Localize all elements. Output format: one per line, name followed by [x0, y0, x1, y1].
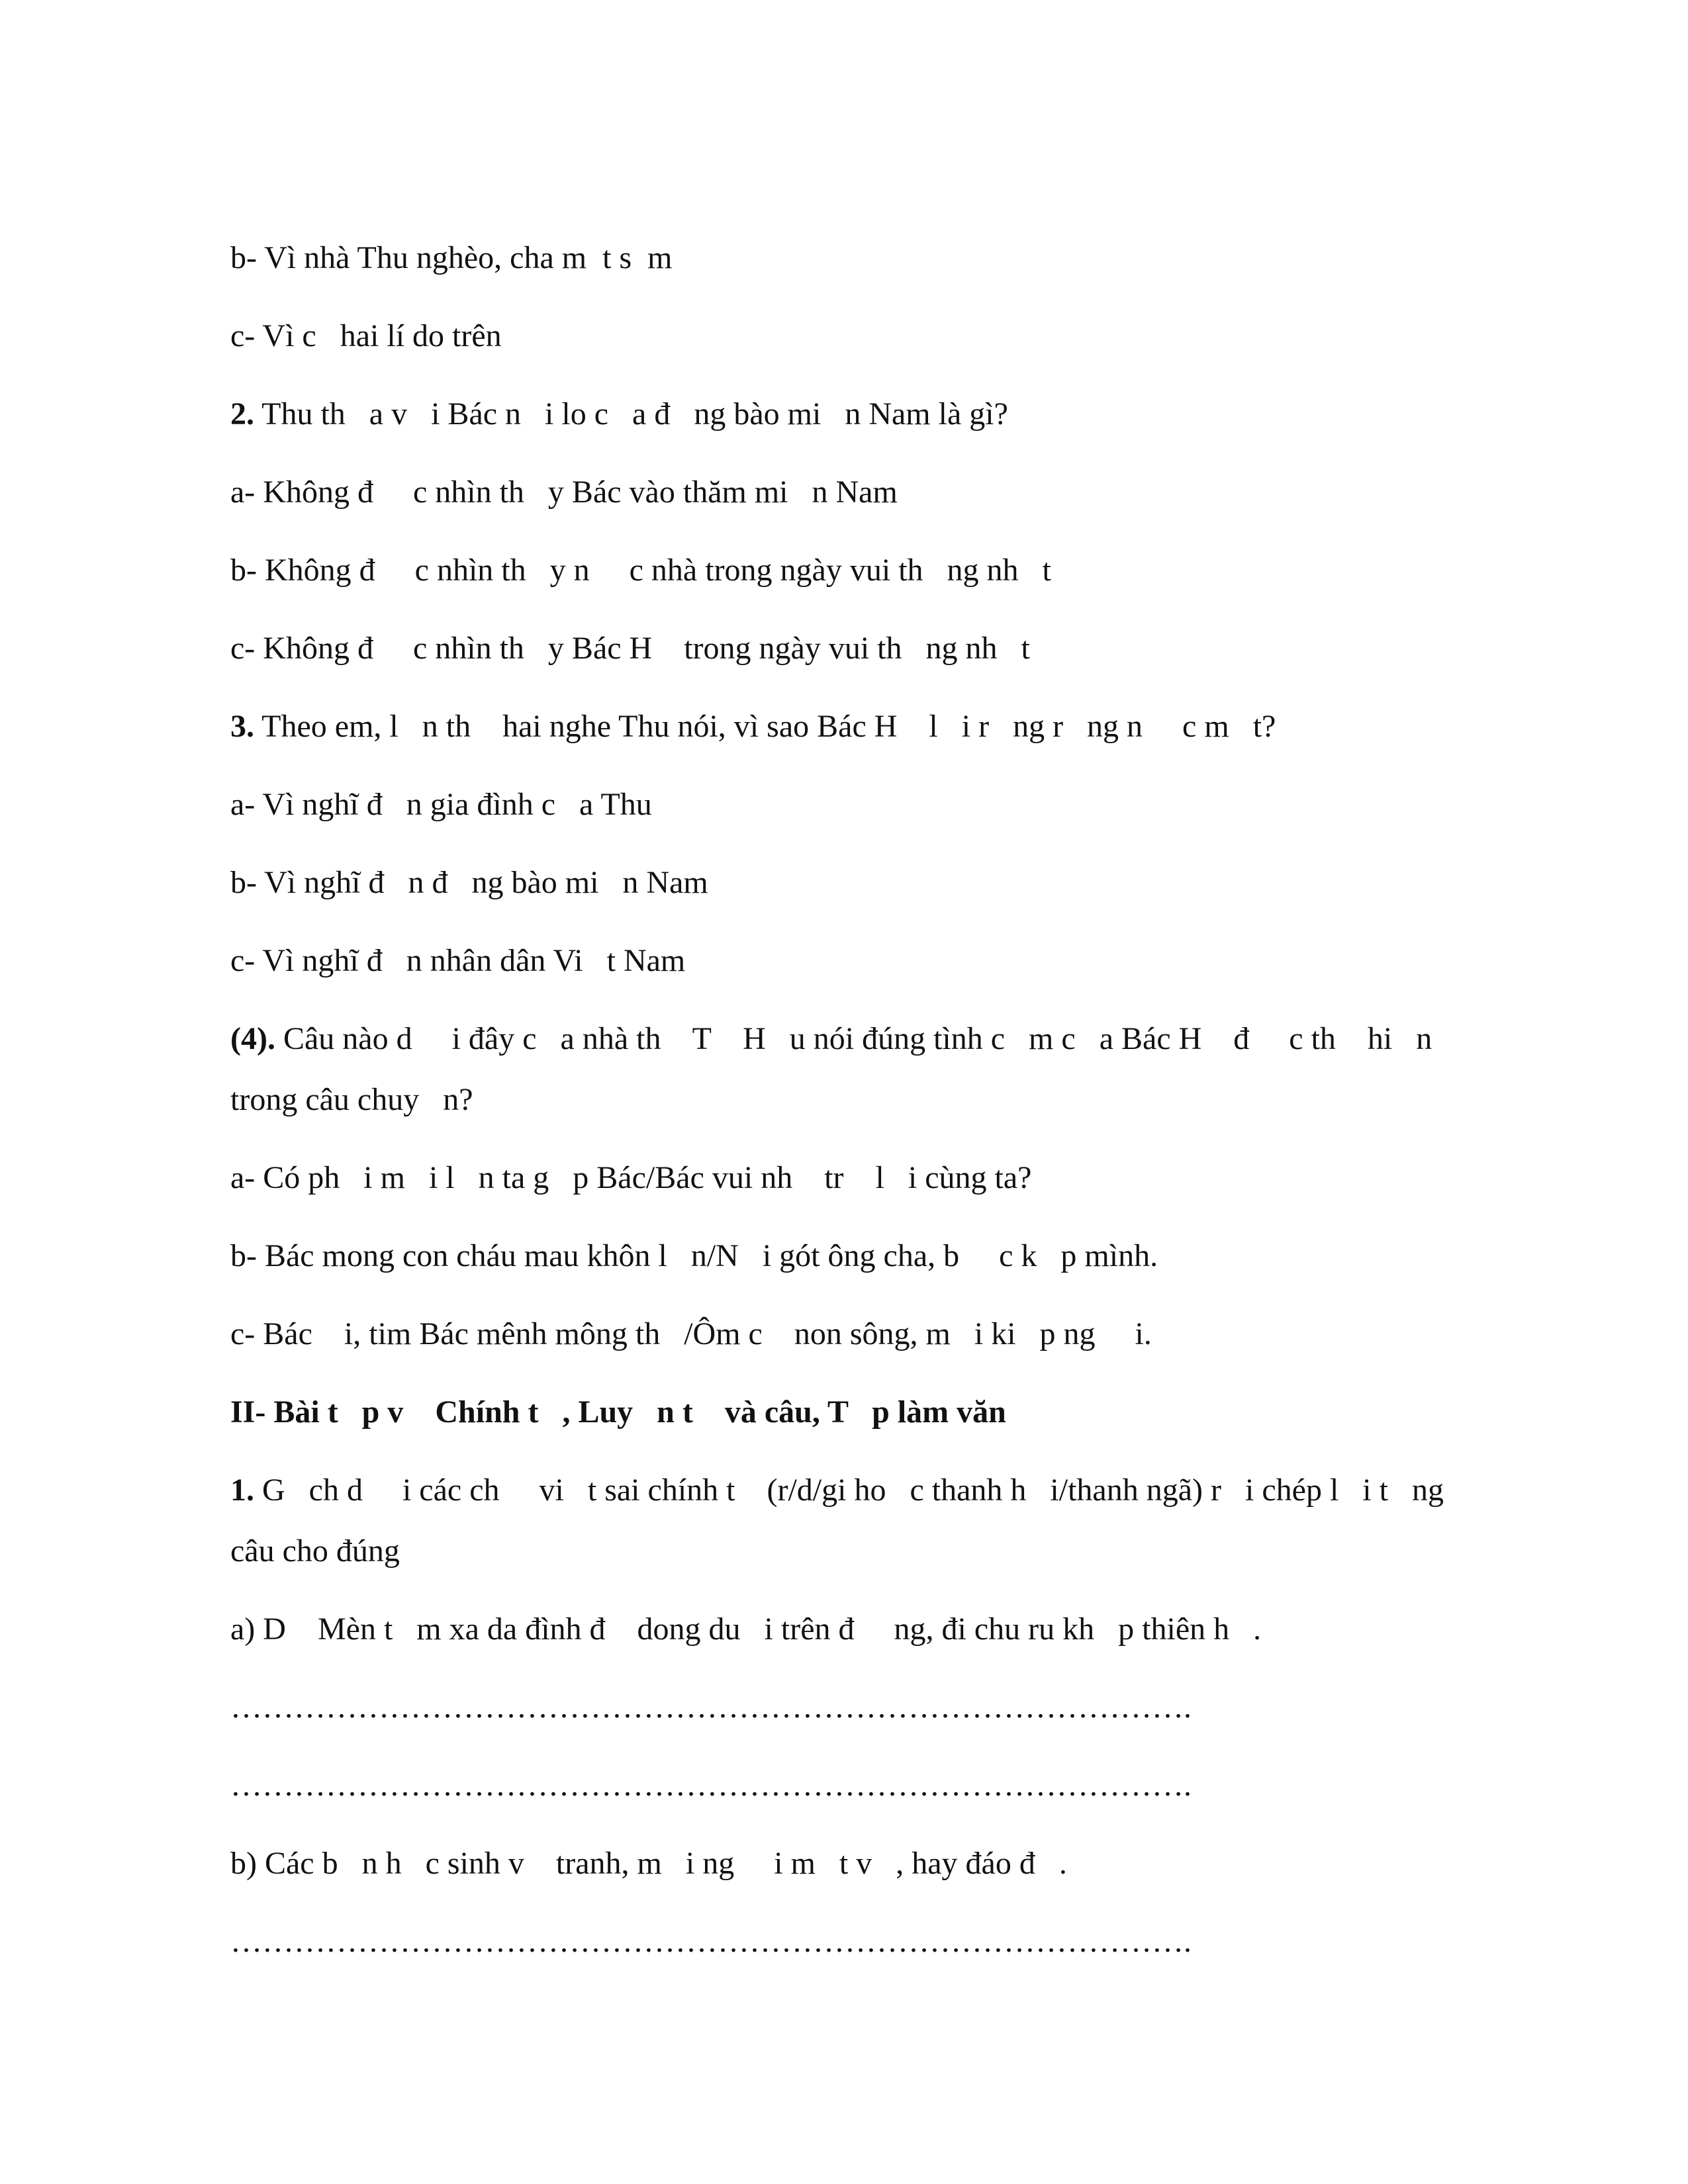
answer-blank-line: ………………………………………………………………………………. [230, 1690, 1192, 1725]
answer-option-c-q1: c- Vì c hai lí do trên [230, 318, 502, 353]
exercise-1-continuation: câu cho đúng [230, 1533, 400, 1569]
question-number: 2. [230, 396, 254, 432]
answer-blank-line: ………………………………………………………………………………. [230, 1768, 1192, 1803]
answer-option-b-q4: b- Bác mong con cháu mau khôn l n/N i gót ông cha, b c k p mình. [230, 1238, 1158, 1273]
answer-option-c-q3: c- Vì nghĩ đ n nhân dân Vi t Nam [230, 943, 686, 978]
answer-option-b-q2: b- Không đ c nhìn th y n c nhà trong ngày vui th ng nh t [230, 553, 1051, 588]
answer-option-b-q1: b- Vì nhà Thu nghèo, cha m t s m [230, 240, 673, 275]
answer-option-a-q2: a- Không đ c nhìn th y Bác vào thăm mi n Nam [230, 475, 898, 510]
question-3: 3. Theo em, l n th hai nghe Thu nói, vì sao Bác H l i r ng r ng n c m t? [230, 709, 1276, 744]
section-heading-ii: II- Bài t p v Chính t , Luy n t và câu, T p làm văn [230, 1394, 1006, 1430]
answer-option-b-q3: b- Vì nghĩ đ n đ ng bào mi n Nam [230, 865, 708, 900]
answer-option-a-q3: a- Vì nghĩ đ n gia đình c a Thu [230, 787, 652, 822]
answer-blank-line: ………………………………………………………………………………. [230, 1924, 1192, 1959]
question-number: (4). [230, 1021, 275, 1056]
exercise-1-sentence-b: b) Các b n h c sinh v tranh, m i ng i m t v , hay đáo đ . [230, 1846, 1067, 1881]
exercise-number: 1. [230, 1473, 254, 1508]
exercise-1: 1. G ch d i các ch vi t sai chính t (r/d/gi ho c thanh h i/thanh ngã) r i chép l i t ng [230, 1473, 1444, 1508]
answer-option-c-q2: c- Không đ c nhìn th y Bác H trong ngày vui th ng nh t [230, 631, 1030, 666]
question-number: 3. [230, 709, 254, 744]
question-2: 2. Thu th a v i Bác n i lo c a đ ng bào mi n Nam là gì? [230, 396, 1008, 432]
question-4-continuation: trong câu chuy n? [230, 1082, 473, 1117]
answer-option-c-q4: c- Bác i, tim Bác mênh mông th /Ôm c non sông, m i ki p ng i. [230, 1316, 1152, 1351]
answer-option-a-q4: a- Có ph i m i l n ta g p Bác/Bác vui nh tr l i cùng ta? [230, 1160, 1032, 1195]
question-4: (4). Câu nào d i đây c a nhà th T H u nói đúng tình c m c a Bác H đ c th hi n [230, 1021, 1432, 1056]
exercise-1-sentence-a: a) D Mèn t m xa da đình đ dong du i trên đ ng, đi chu ru kh p thiên h . [230, 1612, 1262, 1647]
